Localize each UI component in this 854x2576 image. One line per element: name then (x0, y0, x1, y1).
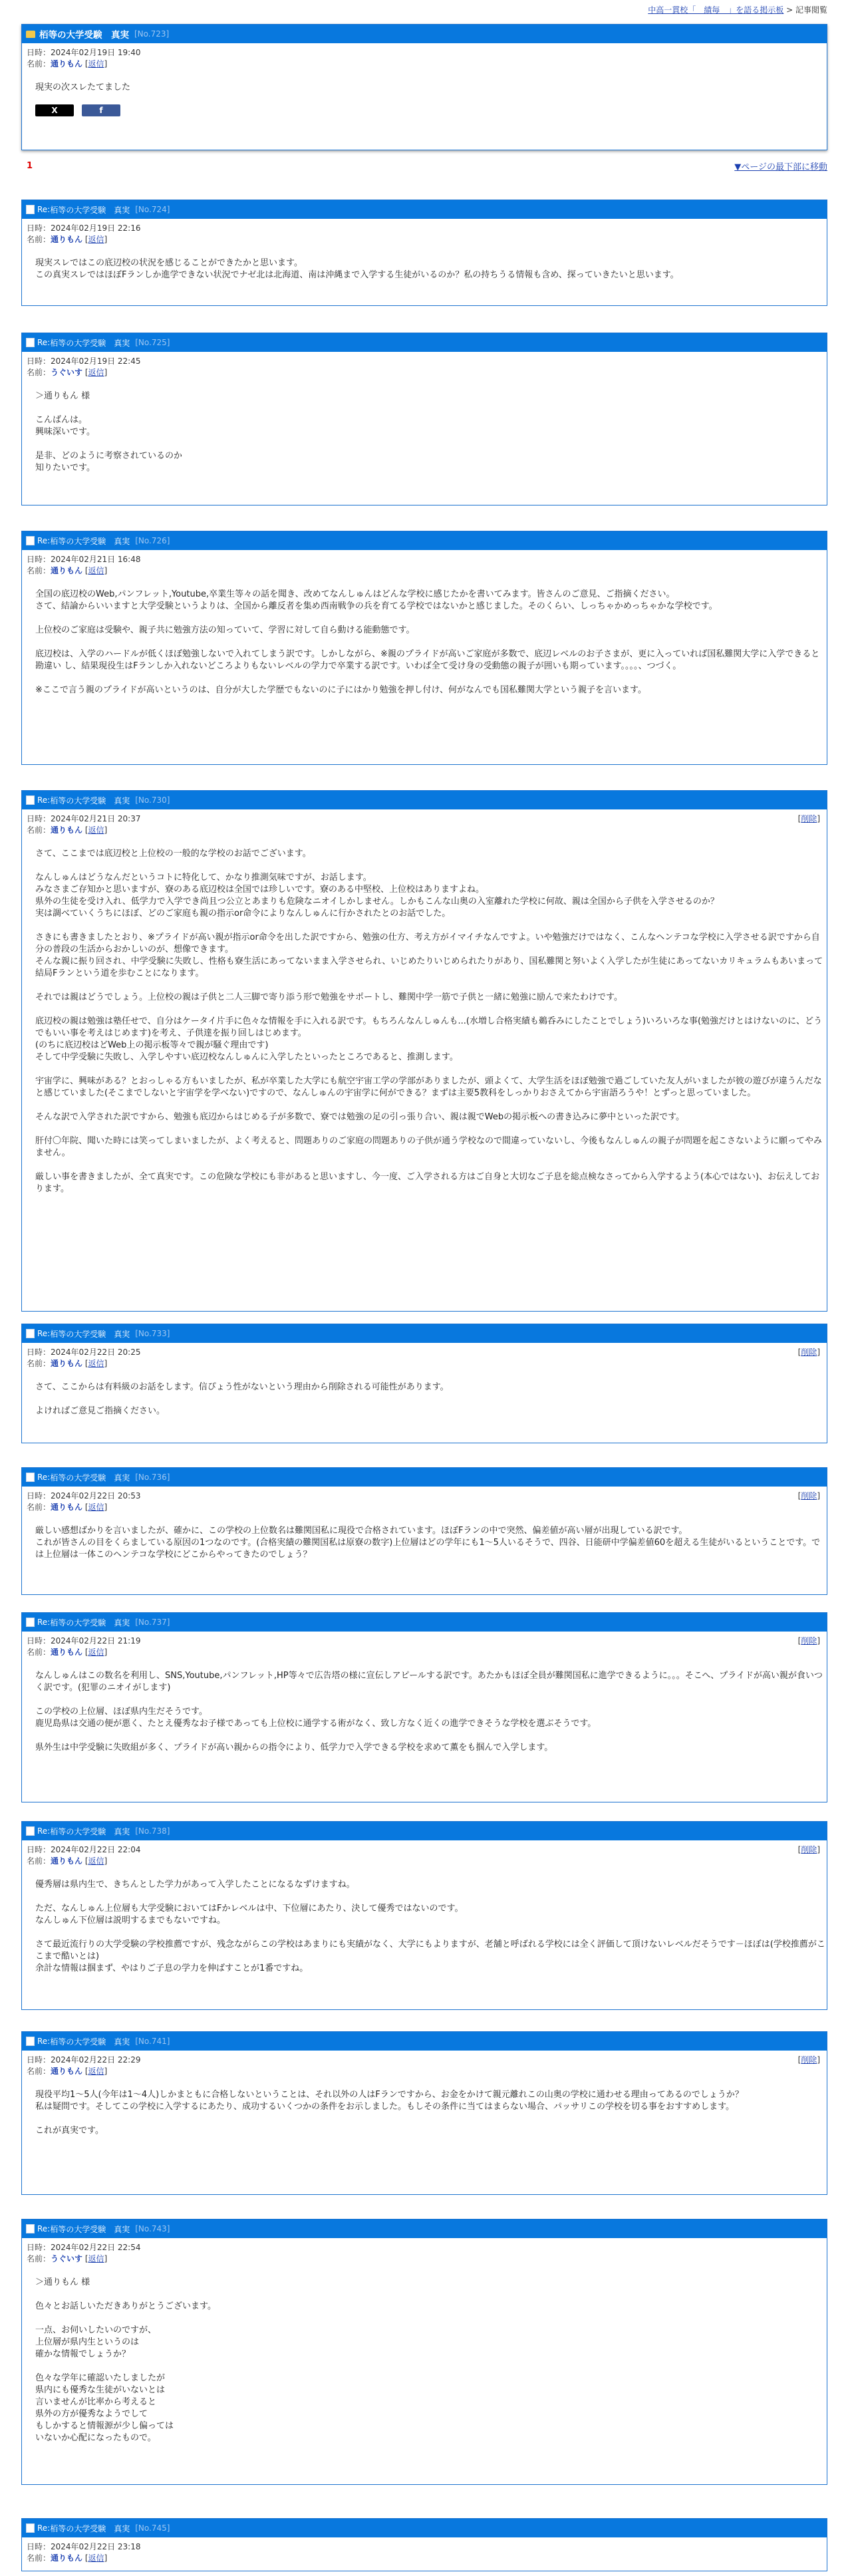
post-header (22, 1324, 827, 1343)
post-title-prefix: Re: (37, 205, 51, 214)
post-header (22, 1468, 827, 1487)
author-name: 通りもん (51, 825, 83, 835)
document-icon (26, 795, 35, 805)
reply-link[interactable]: 返信 (88, 825, 104, 835)
post-number: [No.738] (135, 1826, 170, 1836)
post-meta: 日時：2024年02月22日 22:54 名前：うぐいす [返信] (27, 2243, 141, 2263)
name-label: 名前： (27, 566, 51, 575)
breadcrumb-current: 記事閲覧 (795, 5, 827, 15)
date-label: 日時： (27, 814, 51, 823)
reply-post (21, 200, 827, 306)
name-label: 名前： (27, 2553, 51, 2563)
reply-post (21, 1821, 827, 2010)
post-title-prefix: Re: (37, 2224, 51, 2233)
author-name: 通りもん (51, 59, 83, 69)
document-icon (26, 2523, 35, 2533)
reply-post (21, 790, 827, 1312)
reply-link[interactable]: 返信 (88, 566, 104, 575)
post-title-prefix: Re: (37, 2037, 51, 2046)
post-title-prefix: Re: (37, 1329, 51, 1338)
post-body: さて、ここからは有料級のお話をします。信ぴょう性がないという理由から削除される可能性があります。 よければご意見ご指摘ください。 (35, 1382, 449, 1416)
post-number: [No.743] (135, 2224, 170, 2233)
author-name: 通りもん (51, 1647, 83, 1657)
reply-link[interactable]: 返信 (88, 235, 104, 244)
facebook-share-button[interactable]: f (82, 104, 120, 116)
reply-post (21, 1467, 827, 1595)
post-header (22, 791, 827, 809)
delete-control: [削除] (797, 2055, 820, 2065)
post-date: 2024年02月22日 22:54 (51, 2243, 141, 2252)
post-meta: [削除] 日時：2024年02月22日 21:19 名前：通りもん [返信] (27, 1636, 820, 1657)
post-title-prefix: Re: (37, 536, 51, 545)
name-label: 名前： (27, 59, 51, 69)
reply-link[interactable]: 返信 (88, 1503, 104, 1512)
post-body: ＞通りもん 様 色々とお話しいただきありがとうございます。 一点、お伺いしたいのですが、 上位層が県内生というのは 確かな情報でしょうか？ 色々な学年に確認いたしましたが 県内にも優秀な生徒がいないとは 言いませんが比率から考えると 県外の方が優秀なようでして もしかすると情報源が少し偏っては いないか心配になったもので。 (35, 2277, 216, 2443)
post-date: 2024年02月22日 22:04 (51, 1845, 141, 1854)
to-bottom-link[interactable]: ▼ページの最下部に移動 (734, 162, 827, 172)
author-name: 通りもん (51, 566, 83, 575)
author-name: 通りもん (51, 2553, 83, 2563)
author-name: うぐいす (51, 368, 83, 377)
reply-link[interactable]: 返信 (88, 2067, 104, 2076)
reply-post (21, 531, 827, 765)
post-number: [No.741] (135, 2037, 170, 2046)
post-date: 2024年02月22日 20:25 (51, 1348, 141, 1357)
document-icon (26, 1618, 35, 1627)
post-title: 栢等の大学受験 真実 (50, 1826, 130, 1836)
post-body: さて、ここまでは底辺校と上位校の一般的な学校のお話でございます。 なんしゅんはどうなんだというコトに特化して、かなり推測気味ですが、お話します。 みなさまご存知かと思いますが、寮のある底辺校は全国では珍しいです。寮のある中堅校、上位校はありますよね。 県外の生徒を受け入れ、低学力で入学でき尚且つ公立とあまりも危険なニオイしかしません。しかもこんな山奥の入室離れた学校に何故、親は全国から子供を入学させるのか？ 実は調べていくうちにほぼ、どのご家庭も親の指示or命令によりなんしゅんに行かされたとのお話でした。 さきにも書きましたとおり、※プライドが高い親が指示or命令を出した訳ですから、勉強の仕方、考え方がイマイチなんですよ。いや勉強だけではなく、こんなヘンテコな学校に入学させる訳ですから自分の普段の生活からおかしいのが、想像できます。 そんな親に振り回され、中学受験に失敗し、性格も寮生活にあってないまま入学させられ、いじめたりいじめられたりがあり、国私難関と努いよく入学したが生徒にあってないカリキュラムもあいまって結局Fランという道を歩むことになります。 それでは親はどうでしょう。上位校の親は子供と二人三脚で寄り添う形で勉強をサポートし、難関中学一筋で子供と一緒に勉強に励んで来たわけです。 底辺校の親は勉強は塾任せで、自分はケータイ片手に色々な情報を手に入れる訳です。もちろんなんしゅんも...(水増し合格実績も鵜呑みにしたことでしょう)いろいろな事(勉強だけとはけないのに、どうでもいい事を考えはじめます)を考え、子供達を振り回しはじめます。 (のちに底辺校はどWeb上の掲示板等々で親が騒ぐ理由です) そして中学受験に失敗し、入学しやすい底辺校なんしゅんに入学したといったところであると、推測します。 宇宙学に、興味がある？とおっしゃる方もいましたが、私が卒業した大学にも航空宇宙工学の学部がありましたが、頭よくて、大学生活をほぼ勉強で過ごしていた友人がいましたが彼の遊びが違うんだなと感じていました(そこまでしないと宇宙学を学べない)ですので、なんしゅんの宇宙学に何ができる？まずは主要5教科をしっかりおさえてから宇宙語ろうや！とずっと思っていました。 そんな訳で入学された訳ですから、勉強も底辺からはじめる子が多数で、寮では勉強の足の引っ張り合い、親は親でWebの掲示板への書き込みに夢中といった訳です。 肝付〇年院、聞いた時には笑ってしまいましたが、よく考えると、問題ありのご家庭の問題ありの子供が通う学校なので間違っていないし、今後もなんしゅんの親子が問題を起こさないように願ってやみません。 厳しい事を書きましたが、全て真実です。この危険な学校にも非があると思いますし、今一度、ご入学される方はご自身と大切なご子息を総点検なさってから入学するよう(本心ではない)、お伝えしております。 (35, 849, 823, 1194)
post-title: 栢等の大学受験 真実 (50, 205, 130, 215)
name-label: 名前： (27, 368, 51, 377)
date-label: 日時： (27, 2542, 51, 2551)
post-body: 現役平均1～5人(今年は1～4人)しかまともに合格しないということは、それ以外の人はFランですから、お金をかけて親元離れこの山奥の学校に通わせる理由ってあるのでしょうか？ 私は疑問です。そしてこの学校に入学するにあたり、成功するいくつかの条件をお示しました。もしその条件に当てはまらない場合、パッサリこの学校を切る事をおすすめします。 これが真実です。 (35, 2090, 744, 2136)
name-label: 名前： (27, 1856, 51, 1866)
post-title-prefix: Re: (37, 338, 51, 347)
date-label: 日時： (27, 2055, 51, 2065)
post-date: 2024年02月19日 22:45 (51, 357, 141, 366)
document-icon (26, 2224, 35, 2233)
post-date: 2024年02月19日 22:16 (51, 223, 141, 233)
post-date: 2024年02月22日 22:29 (51, 2055, 141, 2065)
post-meta: 日時：2024年02月19日 22:16 名前：通りもん [返信] (27, 223, 141, 244)
document-icon (26, 1329, 35, 1338)
post-meta: [削除] 日時：2024年02月22日 22:04 名前：通りもん [返信] (27, 1845, 820, 1866)
document-icon (26, 1826, 35, 1836)
author-name: 通りもん (51, 2067, 83, 2076)
post-title: 栢等の大学受験 真実 (50, 2224, 130, 2234)
delete-link[interactable]: 削除 (801, 1348, 817, 1357)
post-header (22, 1822, 827, 1840)
document-icon (26, 536, 35, 545)
delete-control: [削除] (797, 1636, 820, 1646)
post-number: [No.723] (134, 29, 170, 39)
post-meta: 日時：2024年02月21日 16:48 名前：通りもん [返信] (27, 555, 141, 575)
date-label: 日時： (27, 1491, 51, 1501)
date-label: 日時： (27, 1845, 51, 1854)
post-title: 栢等の大学受験 真実 (50, 2523, 130, 2533)
post-meta: 日時：2024年02月19日 19:40 名前：通りもん [返信] (27, 48, 141, 69)
delete-control: [削除] (797, 1845, 820, 1854)
date-label: 日時： (27, 1636, 51, 1646)
delete-control: [削除] (797, 1348, 820, 1357)
folder-icon (26, 31, 35, 38)
author-name: 通りもん (51, 235, 83, 244)
post-title: 栢等の大学受験 真実 (50, 1618, 130, 1628)
author-name: 通りもん (51, 1856, 83, 1866)
post-date: 2024年02月21日 20:37 (51, 814, 141, 823)
name-label: 名前： (27, 825, 51, 835)
name-label: 名前： (27, 1503, 51, 1512)
post-title-prefix: Re: (37, 2523, 51, 2533)
delete-link[interactable]: 削除 (801, 814, 817, 823)
reply-link[interactable]: 返信 (88, 1647, 104, 1657)
breadcrumb-board-link[interactable]: 中高一貫校「 績毎 」を語る掲示板 (648, 5, 784, 15)
reply-link[interactable]: 返信 (88, 1359, 104, 1368)
post-header (22, 25, 827, 43)
post-title: 栢等の大学受験 真実 (50, 1473, 130, 1483)
date-label: 日時： (27, 223, 51, 233)
post-meta: [削除] 日時：2024年02月21日 20:37 名前：通りもん [返信] (27, 814, 820, 835)
post-date: 2024年02月22日 20:53 (51, 1491, 141, 1501)
author-name: うぐいす (51, 2254, 83, 2263)
delete-link[interactable]: 削除 (801, 2055, 817, 2065)
reply-post (21, 2518, 827, 2571)
post-meta: [削除] 日時：2024年02月22日 22:29 名前：通りもん [返信] (27, 2055, 820, 2076)
post-title: 栢等の大学受験 真実 (50, 536, 130, 546)
date-label: 日時： (27, 1348, 51, 1357)
post-number: [No.730] (135, 795, 170, 805)
post-body: 全国の底辺校のWeb,パンフレット,Youtube,卒業生等々の話を聞き、改めてなんしゅんはどんな学校に感じたかを書いてみます。皆さんのご意見、ご指摘ください。 さて、結論からいいますと大学受験というよりは、全国から離反者を集め西南戦争の兵を育てる学校ではないかと感じました。そのくらい、しっちゃかめっちゃかな学校です。 上位校のご家庭は受験や、親子共に勉強方法の知っていて、学習に対して自ら動ける能動態です。 底辺校は、入学のハードルが低くほぼ勉強しないで入れてしまう訳です。しかしながら、※親のプライドが高いご家庭が多数で、底辺レベルのお子さまが、更に入っていれば国私難関大学に入学できると勘違い し、結果現役生はFランしか入れないどころよりもないレベルの学力で卒業する訳です。いわば全て受け身の受動態の親子が囲いも期っています。。。。、つづく。 ※ここで言う親のプライドが高いというのは、自分が大した学歴でもないのに子にはかり勉強を押し付け、何がなんでも国私難関大学という親子を言います。 (35, 589, 820, 695)
reply-link[interactable]: 返信 (88, 59, 104, 69)
date-label: 日時： (27, 555, 51, 564)
post-meta: 日時：2024年02月22日 23:18 名前：通りもん [返信] (27, 2542, 141, 2563)
post-date: 2024年02月22日 23:18 (51, 2542, 141, 2551)
post-number: [No.736] (135, 1473, 170, 1482)
post-title: 栢等の大学受験 真実 (50, 2037, 130, 2047)
post-title-prefix: Re: (37, 1473, 51, 1482)
reply-post (21, 1324, 827, 1443)
post-meta: [削除] 日時：2024年02月22日 20:53 名前：通りもん [返信] (27, 1491, 820, 1512)
post-number: [No.725] (135, 338, 170, 347)
post-body: 優秀層は県内生で、きちんとした学力があって入学したことになるなずけますね。 ただ、なんしゅん上位層も大学受験においてはFかレベルは中、下位層にあたり、決して優秀ではないのです。 なんしゅん下位層は説明するまでもないですね。 さて最近流行りの大学受験の学校推薦ですが、残念ながらこの学校はあまりにも実績がなく、大学にもよりますが、老舗と呼ばれる学校には全く評価して頂けないレベルだそうです－ほぼは(学校推薦がここまで酷いとは) 余計な情報は掴まず、やはりご子息の学力を伸ばすことが1番ですね。 (35, 1880, 825, 1973)
document-icon (26, 338, 35, 347)
reply-link[interactable]: 返信 (88, 1856, 104, 1866)
post-body (22, 2564, 827, 2576)
post-meta: [削除] 日時：2024年02月22日 20:25 名前：通りもん [返信] (27, 1348, 820, 1368)
reply-link[interactable]: 返信 (88, 368, 104, 377)
delete-control: [削除] (797, 814, 820, 823)
post-header (22, 1613, 827, 1632)
thread-first-post (21, 24, 827, 150)
delete-control: [削除] (797, 1491, 820, 1501)
post-header (22, 531, 827, 550)
post-number: [No.745] (135, 2523, 170, 2533)
post-header (22, 2032, 827, 2051)
post-header (22, 333, 827, 352)
reply-link[interactable]: 返信 (88, 2254, 104, 2263)
breadcrumb (648, 4, 827, 15)
document-icon (26, 1473, 35, 1482)
reply-post (21, 1612, 827, 1802)
reply-post (21, 333, 827, 505)
author-name: 通りもん (51, 1359, 83, 1368)
date-label: 日時： (27, 48, 51, 57)
document-icon (26, 2037, 35, 2046)
post-title-prefix: Re: (37, 1618, 51, 1627)
document-icon (26, 205, 35, 214)
delete-link[interactable]: 削除 (801, 1491, 817, 1501)
post-title-prefix: Re: (37, 1826, 51, 1836)
post-body: 厳しい感想ばかりを言いましたが、確かに、この学校の上位数名は難関国私に現役で合格されています。ほぼFランの中で突然、偏差値が高い層が出現している訳です。 これが皆さんの目をくらましている原因の1つなのです。(合格実績の難関国私は原寮の数字)上位層はどの学年にも1～5人いるそうで、四谷、日能研中学偏差値60を超える生徒がいるということです。では上位層は一体このヘンテコな学校にどこからやってきたのでしょう？ (35, 1526, 821, 1560)
thread-title: 栢等の大学受験 真実 (39, 30, 129, 41)
x-share-button[interactable]: X (35, 104, 74, 116)
to-bottom (734, 160, 827, 172)
post-number: [No.733] (135, 1329, 170, 1338)
post-count: 1 (27, 161, 33, 171)
name-label: 名前： (27, 1359, 51, 1368)
post-header (22, 200, 827, 219)
post-title: 栢等の大学受験 真実 (50, 795, 130, 805)
post-body: ＞通りもん 様 こんばんは。 興味深いです。 是非、どのように考察されているのか 知りたいです。 (35, 391, 183, 473)
post-date: 2024年02月19日 19:40 (51, 48, 141, 57)
name-label: 名前： (27, 1647, 51, 1657)
post-number: [No.726] (135, 536, 170, 545)
author-name: 通りもん (51, 1503, 83, 1512)
post-body: 現実の次スレたてました (35, 82, 131, 92)
name-label: 名前： (27, 2254, 51, 2263)
post-title: 栢等の大学受験 真実 (50, 338, 130, 348)
share-buttons (35, 104, 827, 116)
date-label: 日時： (27, 357, 51, 366)
post-header (22, 2219, 827, 2238)
post-title: 栢等の大学受験 真実 (50, 1329, 130, 1339)
reply-post (21, 2219, 827, 2485)
post-body: 現実スレではこの底辺校の状況を感じることができたかと思います。 この真実スレではほぼFランしか進学できない状況でナゼ北は北海道、南は沖縄まで入学する生徒がいるのか？私の持ちうる情報も含め、探っていきたいと思います。 (35, 258, 679, 280)
post-date: 2024年02月22日 21:19 (51, 1636, 141, 1646)
name-label: 名前： (27, 235, 51, 244)
post-number: [No.737] (135, 1618, 170, 1627)
post-body: なんしゅんはこの数名を利用し、SNS,Youtube,パンフレット,HP等々で広告塔の様に宣伝しアピールする訳です。あたかもほぼ全員が難関国私に進学できるように。。。そこへ、プライドが高い親が食いつく訳です。(犯罪のニオイがします) この学校の上位層、ほぼ県内生だそうです。 鹿児島県は交通の便が悪く、たとえ優秀なお子様であっても上位校に通学する術がなく、致し方なく近くの進学できそうな学校を選ぶそうです。 県外生は中学受験に失敗組が多く、プライドが高い親からの指令により、低学力で入学できる学校を求めて薫をも掴んで入学します。 (35, 1671, 823, 1753)
name-label: 名前： (27, 2067, 51, 2076)
date-label: 日時： (27, 2243, 51, 2252)
delete-link[interactable]: 削除 (801, 1636, 817, 1646)
post-date: 2024年02月21日 16:48 (51, 555, 141, 564)
reply-post (21, 2031, 827, 2195)
breadcrumb-separator: > (783, 5, 795, 15)
post-number: [No.724] (135, 205, 170, 214)
post-meta: 日時：2024年02月19日 22:45 名前：うぐいす [返信] (27, 357, 141, 377)
post-header (22, 2519, 827, 2537)
delete-link[interactable]: 削除 (801, 1845, 817, 1854)
reply-link[interactable]: 返信 (88, 2553, 104, 2563)
post-title-prefix: Re: (37, 795, 51, 805)
